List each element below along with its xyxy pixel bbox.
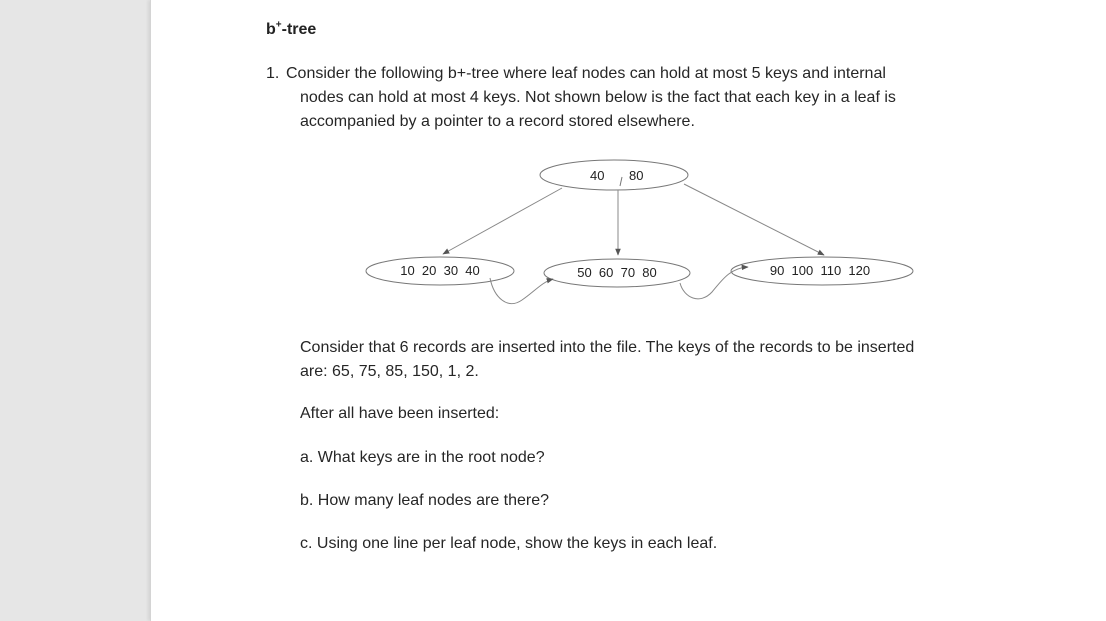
question-line-3: accompanied by a pointer to a record stored elsewhere. — [300, 113, 695, 130]
question-number: 1. — [266, 65, 280, 82]
heading-suffix: -tree — [281, 21, 317, 38]
insert-line-2: are: 65, 75, 85, 150, 1, 2. — [300, 363, 479, 380]
heading-base: b — [266, 21, 276, 38]
sibling-pointer-1-to-2 — [490, 278, 553, 304]
after-text: After all have been inserted: — [300, 405, 500, 422]
part-b: b. How many leaf nodes are there? — [300, 492, 550, 509]
part-a: a. What keys are in the root node? — [300, 449, 545, 466]
edge-root-to-leaf-1 — [443, 188, 562, 254]
heading-superscript: + — [275, 19, 282, 31]
root-key-1: 40 — [590, 168, 605, 183]
root-key-2: 80 — [629, 168, 644, 183]
root-node — [540, 160, 688, 190]
leaf-2-keys: 50 60 70 80 — [577, 265, 657, 280]
edge-root-to-leaf-3 — [684, 184, 824, 255]
question-line-2: nodes can hold at most 4 keys. Not shown below is the fact that each key in a leaf is — [300, 89, 896, 106]
leaf-1-keys: 10 20 30 40 — [400, 263, 480, 278]
part-c: c. Using one line per leaf node, show the keys in each leaf. — [300, 535, 718, 552]
insert-line-1: Consider that 6 records are inserted into the file. The keys of the records to be inserted — [300, 339, 915, 356]
question-line-1: Consider the following b+-tree where leaf nodes can hold at most 5 keys and internal — [286, 65, 886, 82]
leaf-3-keys: 90 100 110 120 — [769, 263, 871, 278]
